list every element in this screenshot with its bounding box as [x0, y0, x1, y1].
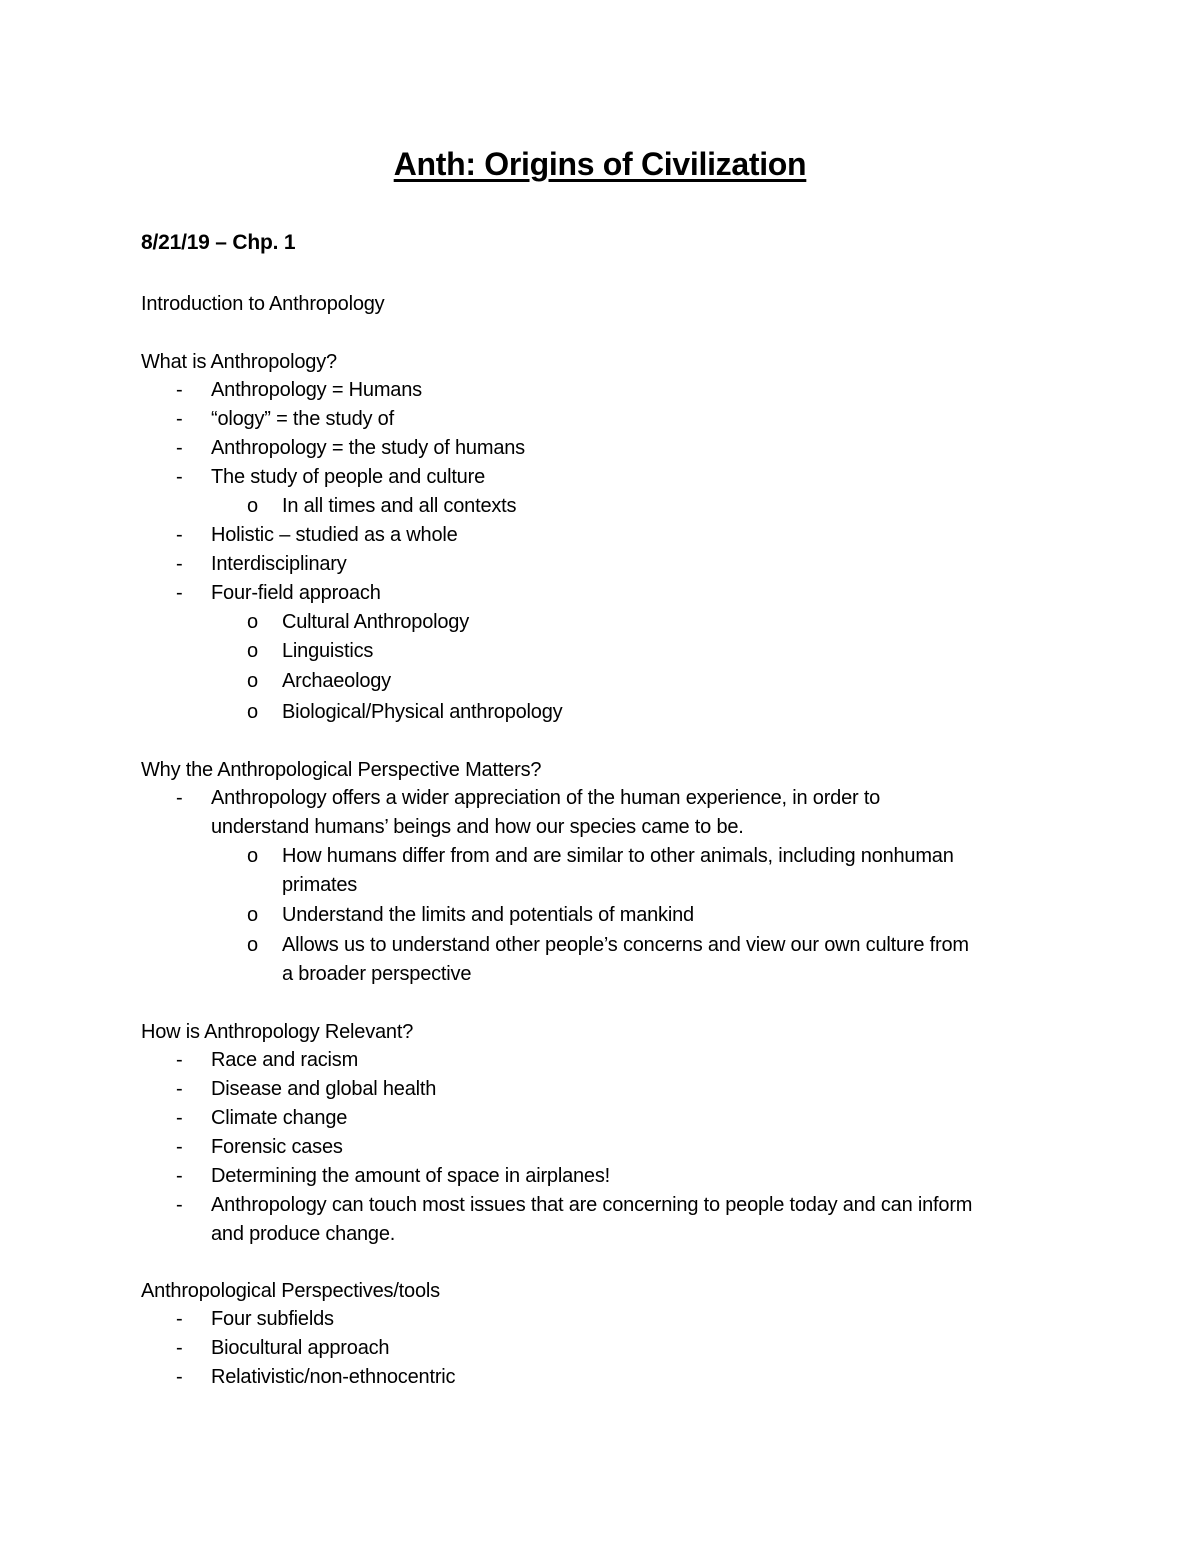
sub-list-item: Linguistics	[282, 640, 374, 662]
list-item: The study of people and culture	[211, 466, 485, 488]
sub-list-item: How humans differ from and are similar to other animals, including nonhuman	[282, 845, 954, 867]
list-item: Climate change	[211, 1107, 348, 1129]
circle-bullet: o	[247, 845, 259, 867]
dash-bullet: -	[176, 1049, 183, 1071]
list-item: Anthropology = the study of humans	[211, 437, 525, 459]
dash-bullet: -	[176, 1194, 183, 1216]
dash-bullet: -	[176, 1337, 183, 1359]
dash-bullet: -	[176, 553, 183, 575]
dash-bullet: -	[176, 1078, 183, 1100]
dash-bullet: -	[176, 582, 183, 604]
dash-bullet: -	[176, 1308, 183, 1330]
list-item: Forensic cases	[211, 1136, 343, 1158]
dash-bullet: -	[176, 787, 183, 809]
document-title: Anth: Origins of Civilization	[393, 146, 807, 182]
dash-bullet: -	[176, 1165, 183, 1187]
circle-bullet: o	[247, 701, 259, 723]
list-item-continuation: and produce change.	[211, 1223, 396, 1245]
sub-list-item: Archaeology	[282, 670, 391, 692]
list-item: Disease and global health	[211, 1078, 437, 1100]
list-item: Determining the amount of space in airplanes!	[211, 1165, 611, 1187]
circle-bullet: o	[247, 611, 259, 633]
list-item: Four-field approach	[211, 582, 381, 604]
list-item: Anthropology can touch most issues that are concerning to people today and can inform	[211, 1194, 973, 1216]
list-item: Holistic – studied as a whole	[211, 524, 458, 546]
dash-bullet: -	[176, 466, 183, 488]
section-heading: Why the Anthropological Perspective Matters?	[141, 759, 542, 781]
circle-bullet: o	[247, 670, 259, 692]
circle-bullet: o	[247, 640, 259, 662]
list-item: Interdisciplinary	[211, 553, 347, 575]
dash-bullet: -	[176, 1136, 183, 1158]
sub-list-item: Cultural Anthropology	[282, 611, 470, 633]
list-item-continuation: understand humans’ beings and how our species came to be.	[211, 816, 744, 838]
list-item: Relativistic/non-ethnocentric	[211, 1366, 456, 1388]
sub-list-item: Allows us to understand other people’s concerns and view our own culture from	[282, 934, 969, 956]
section-heading: What is Anthropology?	[141, 351, 337, 373]
dash-bullet: -	[176, 524, 183, 546]
sub-list-item: Understand the limits and potentials of mankind	[282, 904, 694, 926]
dash-bullet: -	[176, 1366, 183, 1388]
dash-bullet: -	[176, 408, 183, 430]
list-item: Anthropology = Humans	[211, 379, 422, 401]
sub-list-item-continuation: a broader perspective	[282, 963, 472, 985]
sub-list-item: Biological/Physical anthropology	[282, 701, 563, 723]
sub-list-item: In all times and all contexts	[282, 495, 517, 517]
section-heading: How is Anthropology Relevant?	[141, 1021, 414, 1043]
list-item: Race and racism	[211, 1049, 359, 1071]
sub-list-item-continuation: primates	[282, 874, 358, 896]
circle-bullet: o	[247, 495, 259, 517]
dash-bullet: -	[176, 1107, 183, 1129]
intro-line: Introduction to Anthropology	[141, 293, 385, 315]
dash-bullet: -	[176, 379, 183, 401]
list-item: Biocultural approach	[211, 1337, 390, 1359]
list-item: Four subfields	[211, 1308, 334, 1330]
circle-bullet: o	[247, 934, 259, 956]
section-heading: Anthropological Perspectives/tools	[141, 1280, 440, 1302]
list-item: “ology” = the study of	[211, 408, 394, 430]
circle-bullet: o	[247, 904, 259, 926]
list-item: Anthropology offers a wider appreciation of the human experience, in order to	[211, 787, 881, 809]
date-heading: 8/21/19 – Chp. 1	[141, 231, 296, 254]
dash-bullet: -	[176, 437, 183, 459]
